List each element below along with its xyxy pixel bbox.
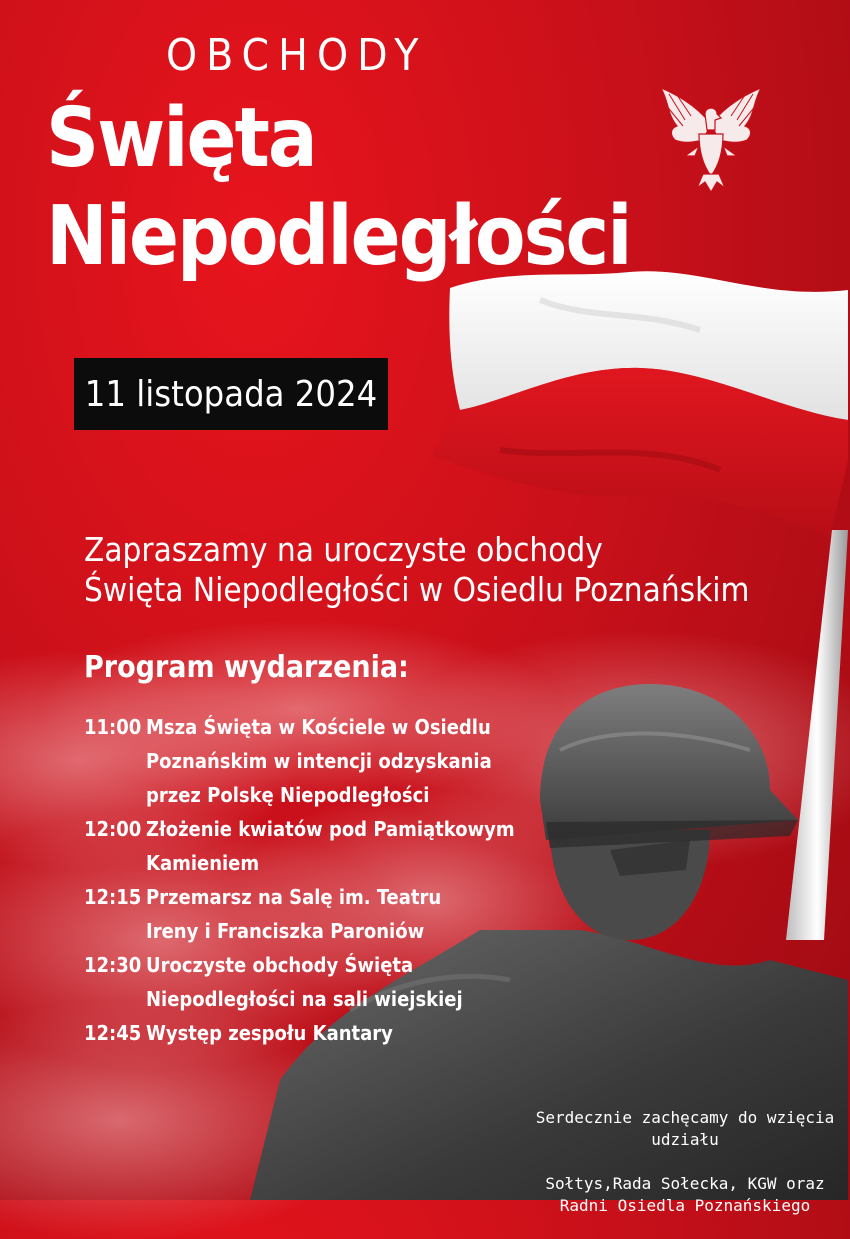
page-title-line1: Święta — [46, 91, 316, 186]
schedule-item — [84, 710, 524, 812]
schedule-item — [84, 880, 524, 948]
schedule-item — [84, 948, 524, 1016]
schedule-time: 12:15 — [84, 885, 142, 909]
schedule-time: 12:00 — [84, 817, 142, 841]
intro-line2: Święta Niepodległości w Osiedlu Poznańskim — [84, 570, 750, 609]
schedule-time: 12:45 — [84, 1021, 142, 1045]
footer-line2: Sołtys,Rada Sołecka, KGW oraz Radni Osiedla Poznańskiego — [545, 1174, 825, 1215]
intro-text — [84, 530, 749, 610]
page-title-line2: Niepodległości — [46, 189, 631, 284]
footer-line1: Serdecznie zachęcamy do wzięcia udziału — [535, 1108, 835, 1149]
schedule-item — [84, 812, 524, 880]
schedule-desc: Przemarsz na Salę im. Teatru Ireny i Franciszka Paroniów — [146, 885, 442, 943]
schedule-time: 12:30 — [84, 953, 142, 977]
event-date: 11 listopada 2024 — [84, 373, 378, 415]
schedule-time: 11:00 — [84, 715, 142, 739]
schedule-desc: Msza Święta w Kościele w Osiedlu Poznańskim w intencji odzyskania przez Polskę Niepodległości — [146, 715, 492, 807]
footer-invitation — [520, 1085, 850, 1239]
event-date-badge — [74, 358, 388, 430]
schedule-item — [84, 1016, 524, 1050]
white-eagle-icon — [655, 84, 767, 196]
schedule-desc: Występ zespołu Kantary — [146, 1021, 393, 1045]
schedule-desc: Złożenie kwiatów pod Pamiątkowym Kamieniem — [146, 817, 515, 875]
program-schedule — [84, 710, 524, 1050]
program-title: Program wydarzenia: — [84, 650, 409, 685]
header-kicker: OBCHODY — [166, 30, 428, 81]
schedule-desc: Uroczyste obchody Święta Niepodległości na sali wiejskiej — [146, 953, 463, 1011]
intro-line1: Zapraszamy na uroczyste obchody — [84, 530, 603, 569]
